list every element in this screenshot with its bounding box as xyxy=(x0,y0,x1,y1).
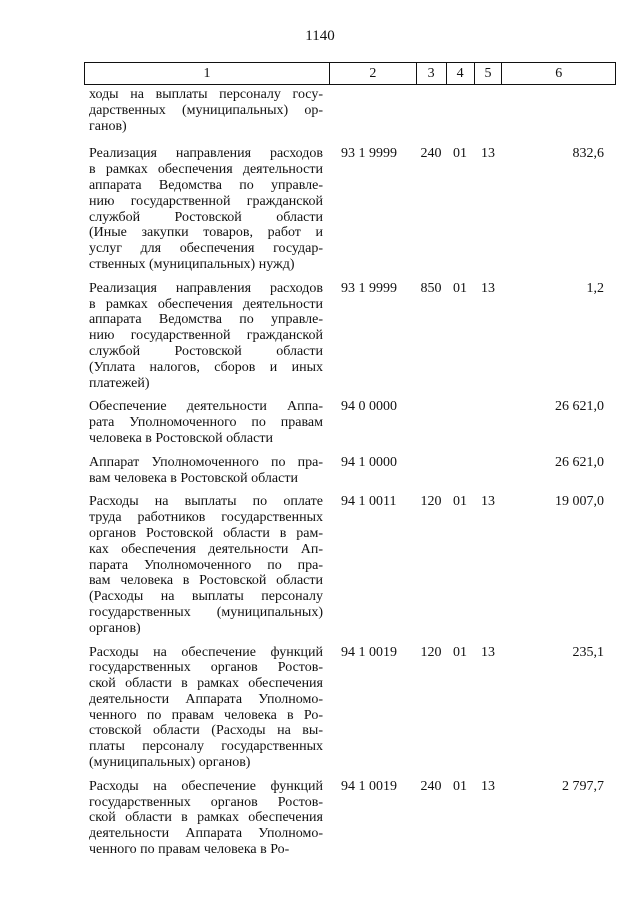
description-line: в рамках обеспечения деятельности xyxy=(89,162,323,178)
table-header xyxy=(84,62,616,85)
row-subsection xyxy=(474,87,502,134)
header-col-6: 6 xyxy=(501,63,615,84)
header-col-2: 2 xyxy=(329,63,416,84)
row-subsection: 13 xyxy=(481,778,495,794)
description-line: деятельности Аппарата Уполномо- xyxy=(89,691,323,707)
row-section xyxy=(446,399,474,446)
description-line: государственных (муниципальных) xyxy=(89,604,323,620)
description-line: ченного по правам человека в Ро- xyxy=(89,707,323,723)
description-line: Аппарат Уполномоченного по пра- xyxy=(89,454,323,470)
row-description xyxy=(84,399,329,446)
description-line: ченного по правам человека в Ро- xyxy=(89,842,290,858)
description-line: ственных (муниципальных) нужд) xyxy=(89,256,295,272)
row-expense-type: 240 xyxy=(420,146,442,162)
row-amount: 832,6 xyxy=(572,146,604,162)
description-line: рата Уполномоченного по правам xyxy=(89,415,323,431)
row-section xyxy=(446,87,474,134)
description-line: государственных органов Ростов- xyxy=(89,794,323,810)
row-code: 93 1 9999 xyxy=(341,146,397,162)
row-amount: 235,1 xyxy=(572,644,604,660)
row-description xyxy=(84,146,329,272)
description-line: государственных органов Ростов- xyxy=(89,660,323,676)
header-col-3: 3 xyxy=(416,63,446,84)
description-line: дарственных (муниципальных) ор- xyxy=(89,102,323,118)
description-line: нию государственной гражданской xyxy=(89,328,323,344)
row-subsection: 13 xyxy=(481,146,495,162)
row-description xyxy=(84,281,329,392)
row-expense-type: 120 xyxy=(420,494,442,510)
row-section: 01 xyxy=(453,280,467,296)
row-expense-type xyxy=(416,399,446,446)
row-amount: 2 797,7 xyxy=(562,778,604,794)
header-col-5: 5 xyxy=(474,63,502,84)
table-body xyxy=(84,87,616,858)
row-subsection: 13 xyxy=(481,280,495,296)
description-line: платежей) xyxy=(89,375,150,391)
row-description xyxy=(84,779,329,858)
row-code: 94 1 0011 xyxy=(341,494,397,510)
description-line: Обеспечение деятельности Аппа- xyxy=(89,399,323,415)
row-amount xyxy=(502,87,616,134)
row-section: 01 xyxy=(453,644,467,660)
description-line: (муниципальных) органов) xyxy=(89,755,251,771)
row-code xyxy=(329,87,416,134)
description-line: стовской области (Расходы на вы- xyxy=(89,723,323,739)
row-code: 94 1 0019 xyxy=(341,644,397,660)
header-col-1: 1 xyxy=(203,66,211,81)
row-section: 01 xyxy=(453,778,467,794)
row-amount: 26 621,0 xyxy=(555,399,604,415)
row-code: 94 1 0019 xyxy=(341,778,397,794)
row-code: 94 1 0000 xyxy=(341,454,397,470)
description-line: Реализация направления расходов xyxy=(89,280,323,296)
table-row xyxy=(84,455,616,487)
description-line: человека в Ростовской области xyxy=(89,430,273,446)
row-code: 93 1 9999 xyxy=(341,280,397,296)
description-line: вам человека в Ростовской области xyxy=(89,573,323,589)
table-row xyxy=(84,399,616,446)
row-expense-type xyxy=(416,87,446,134)
table-row xyxy=(84,281,616,392)
description-line: аппарата Ведомства по управле- xyxy=(89,177,323,193)
description-line: Расходы на обеспечение функций xyxy=(89,644,323,660)
description-line: (Уплата налогов, сборов и иных xyxy=(89,359,323,375)
description-line: ской области в рамках обеспечения xyxy=(89,676,323,692)
row-subsection: 13 xyxy=(481,644,495,660)
table-row xyxy=(84,494,616,636)
table-row xyxy=(84,87,616,134)
row-description xyxy=(84,494,329,636)
row-amount: 19 007,0 xyxy=(555,494,604,510)
description-line: Расходы на выплаты по оплате xyxy=(89,494,323,510)
table-row xyxy=(84,779,616,858)
description-line: Расходы на обеспечение функций xyxy=(89,778,323,794)
description-line: вам человека в Ростовской области xyxy=(89,470,298,486)
description-line: ках обеспечения деятельности Ап- xyxy=(89,541,323,557)
row-section xyxy=(446,455,474,487)
description-line: ской области в рамках обеспечения xyxy=(89,810,323,826)
row-code: 94 0 0000 xyxy=(341,399,397,415)
description-line: аппарата Ведомства по управле- xyxy=(89,312,323,328)
row-subsection xyxy=(474,455,502,487)
row-section: 01 xyxy=(453,146,467,162)
row-expense-type: 850 xyxy=(420,280,442,296)
row-expense-type: 240 xyxy=(420,778,442,794)
row-expense-type: 120 xyxy=(420,644,442,660)
row-expense-type xyxy=(416,455,446,487)
table-row xyxy=(84,645,616,771)
description-line: органов) xyxy=(89,620,141,636)
description-line: ходы на выплаты персоналу госу- xyxy=(89,87,323,102)
header-col-4: 4 xyxy=(446,63,474,84)
description-line: органов Ростовской области в рам- xyxy=(89,525,323,541)
description-line: деятельности Аппарата Уполномо- xyxy=(89,826,323,842)
description-line: труда работников государственных xyxy=(89,510,323,526)
page-number: 1140 xyxy=(305,28,335,44)
row-description xyxy=(84,455,329,487)
description-line: службой Ростовской области xyxy=(89,343,323,359)
row-subsection: 13 xyxy=(481,494,495,510)
budget-table xyxy=(84,62,616,858)
description-line: ганов) xyxy=(89,118,127,134)
row-section: 01 xyxy=(453,494,467,510)
row-subsection xyxy=(474,399,502,446)
description-line: парата Уполномоченного по пра- xyxy=(89,557,323,573)
description-line: (Расходы на выплаты персоналу xyxy=(89,589,323,605)
row-description xyxy=(84,645,329,771)
description-line: в рамках обеспечения деятельности xyxy=(89,296,323,312)
description-line: Реализация направления расходов xyxy=(89,146,323,162)
row-description xyxy=(84,87,329,134)
table-row xyxy=(84,146,616,272)
description-line: платы персоналу государственных xyxy=(89,739,323,755)
description-line: (Иные закупки товаров, работ и xyxy=(89,225,323,241)
description-line: услуг для обеспечения государ- xyxy=(89,241,323,257)
description-line: нию государственной гражданской xyxy=(89,193,323,209)
description-line: службой Ростовской области xyxy=(89,209,323,225)
row-amount: 26 621,0 xyxy=(555,454,604,470)
row-amount: 1,2 xyxy=(586,280,604,296)
